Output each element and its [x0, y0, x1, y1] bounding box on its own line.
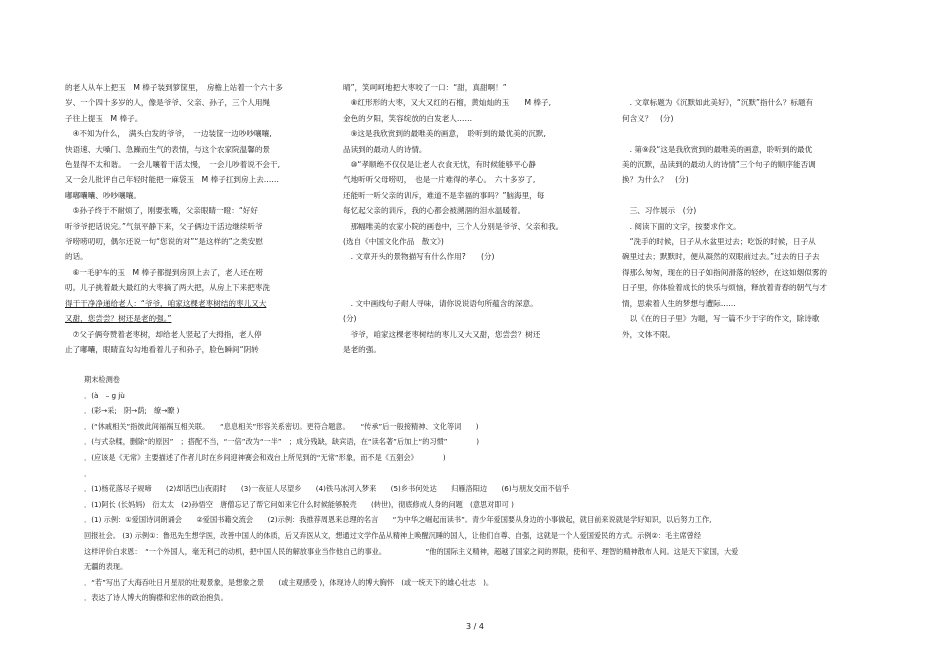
answer-line: ．(1)杨花落尽子规啼 (2)却话巴山夜雨时 (3)一夜征人尽望乡 (4)铁马冰河入梦来 (5)乡书何处达 归雁洛阳边 (6)与朋友交而不信乎 [84, 484, 570, 494]
text-line: 又一会儿批评自己年轻时能把一麻袋玉 M 棒子扛到房上去…… [65, 175, 279, 185]
text-line: ⑤孙子终于不耐烦了，刚要张嘴，父亲眼睛一瞪：“好好 [65, 206, 258, 216]
underlined-sentence: 得干干净净递给老人：“爷爷，咱家这棵老枣树结的枣儿又大 [65, 298, 267, 308]
answer-line: ．(à – g jù [84, 390, 125, 400]
question: . 文章开头的景物描写有什么作用? (分) [343, 252, 495, 262]
text-line: 的老人从车上把玉 M 棒子装到箩筐里， 房檐上站着一个六十多 [65, 83, 283, 92]
answer-line: ．表达了诗人博大的胸襟和宏伟的政治抱负。 [84, 593, 228, 603]
text-line: 嘟嘟囔囔、吵吵嚷嚷。 [65, 190, 141, 200]
question: . 阅读下面的文字，按要求作文。 [622, 221, 741, 231]
answer-line: ．(1) 示例：①爱国诗词朗诵会 ②爱国书籍交流会 (2)示例：我推荐周恩来总理的名言 “为中华之崛起而读书”。青少年爱国要从身边的小事做起，就目前来说就是学好知识，以后努力工作, [84, 515, 712, 525]
quoted-sentence: 爷爷，咱家这棵老枣树结的枣儿又大又甜，您尝尝？树还 [343, 329, 541, 339]
text-line: ⑥一毛驴车的玉 M 棒子都提到房顶上去了，老人还在唠 [65, 267, 264, 277]
answer-line: ． [84, 468, 92, 478]
text-line: ⑨这是我欣赏到的最唯美的画意， 聆听到的最优美的沉默, [343, 129, 546, 139]
text-line: ④不知为什么， 满头白发的爷爷， 一边装筐一边吵吵嚷嚷, [65, 129, 272, 139]
question: . 文中画线句子耐人寻味，请你说说语句所蕴含的深意。 [343, 298, 538, 308]
page-number: 3 / 4 [466, 622, 484, 631]
prompt-text: 得那么匆匆，现在的日子如指间滑落的轻纱，在这如烟似雾的 [622, 267, 828, 277]
section-heading: 三、习作展示 (分) [622, 206, 697, 216]
text-line: 听爷爷把话说完。”气氛平静下来，父子俩边干活边继续听爷 [65, 221, 263, 231]
answer-space [343, 280, 615, 295]
underlined-sentence: 又甜，您尝尝？树还是老的强。” [65, 314, 172, 324]
prompt-text: 以《在的日子里》为题，写一篇不少于字的作文，除诗歌 [622, 314, 820, 324]
question: 何含义？ (分) [622, 113, 674, 123]
answer-key-section [84, 372, 884, 606]
answer-line: 这样评价白求恩： “一个外国人，毫无利己的动机，把中国人民的解放事业当作他自己的事业。 ”他的国际主义精神，超越了国家之间的界限，使和平、理智的精神散布人间。这是天下家国，大爱 [84, 546, 739, 556]
answer-space [622, 188, 882, 203]
text-line: 色显得不太和谐。 一会儿嚷着干活太慢， 一会儿吵着说不会干, [65, 160, 281, 170]
text-line: 每忆起父亲的训斥，我的心都会被溯涸的泪水温暖着。 [343, 206, 526, 216]
text-line: 爷唠唠叨叨，偶尔还说一句“您说的对”“是这样的”之类安慰 [65, 237, 263, 247]
reading-column-left [65, 80, 330, 357]
question-score: (分) [343, 314, 357, 324]
text-line: ⑧红形形的大枣，又大又红的石榴，黄灿灿的玉 M 棒子, [343, 98, 552, 108]
answer-space [343, 265, 615, 280]
text-line: 的话。 [65, 252, 88, 262]
answer-line: 回报社会。 (3) 示例①：鲁迅先生想学医，改善中国人的体质，后又弃医从文，想通过文学作品从精神上唤醒沉睡的国人，让他们自尊、自强，这就是一个人爱国爱民的方式。示例②：毛主席曾经 [84, 530, 702, 540]
answer-line: ．(应该是《无常》主要描述了作者儿时在乡间迎神赛会和戏台上所见到的“无常”形象，而不是《五猖会》 ) [84, 452, 446, 462]
prompt-text: 外，文体不限。 [622, 329, 676, 339]
reading-column-right [622, 80, 882, 342]
question: . 第⑨段“这是我欣赏到的最唯美的画意，聆听到的最优 [622, 144, 813, 154]
text-line: 叨。儿子挑着最大最红的大枣摘了两大把，从房上下来把枣洗 [65, 283, 271, 293]
text-line: ⑦父子俩夸赞着老枣树，却给老人竖起了大拇指，老人停 [65, 329, 262, 339]
prompt-text: “洗手的时候，日子从水盆里过去；吃饭的时候，日子从 [622, 237, 816, 247]
answer-line: 无疆的表现。 [84, 562, 128, 572]
question: 换？为什么？ (分) [622, 175, 689, 185]
quoted-sentence: 是老的强。 [343, 344, 381, 354]
text-line: 品读到的最动人的诗情。 [343, 144, 427, 154]
answer-line: ．“若”写出了大海吞吐日月星辰的壮观景象，是想象之景 (或主观感受 )，体现诗人的博大胸怀 (或一统天下的雄心壮志 )。 [84, 577, 494, 587]
blank-line [622, 80, 882, 95]
text-line: 子往上提玉 M 棒子。 [65, 113, 143, 123]
prompt-text: 日子里，你体验着成长的快乐与烦恼，释放着青春的朝气与才 [622, 283, 828, 293]
text-line: 气地听听父母唠叨， 也是一片难得的孝心。 六十多岁了, [343, 175, 536, 185]
answer-line: ．(“休戚相关”指彼此间福祸互相关联。 “息息相关”形容关系密切。更符合题意。 “传承”后一般接精神、文化等词 ) [84, 421, 479, 431]
question: 美的沉默，品读到的最动人的诗情”三个句子的顺序能否调 [622, 160, 816, 170]
answer-space [622, 126, 882, 141]
text-line: 那幅唯美的农家小院的画卷中，三个人分别是爷爷、父亲和我。 [343, 221, 564, 231]
text-line: 还能听一听父亲的训斥，难道不是幸福的事吗？”脑海里，每 [343, 190, 545, 200]
question: . 文章标题为《沉默如此美好》，“沉默”指什么？标题有 [622, 98, 814, 108]
prompt-text: 碗里过去；默默时，便从凝然的双眼前过去。”过去的日子去 [622, 252, 820, 262]
text-line: 快语速、大嗓门、急躁而生气的表情，与这个农家院温馨的景 [65, 144, 271, 154]
answer-line: ．(彩→采; 阴→荫; 缭→瞭 ) [84, 406, 180, 416]
answer-line: ．(1)阿长 (长妈妈) 衍太太 (2)孙悟空 唐僧忘记了帮它问如来它什么时候能够脱壳 (转世)，彻底修成人身的问题 (意思对即可 ) [84, 499, 514, 509]
prompt-text: 情，思索着人生的梦想与遭际…… [622, 298, 736, 308]
text-line: 金色的夕阳，笑容绽放的白发老人…… [343, 113, 473, 123]
text-line: 止了嘟囔，眼睛直勾勾地看着儿子和孙子，脸色瞬间“阴转 [65, 344, 259, 354]
reading-column-middle [343, 80, 615, 357]
answer-line: ．(与式杂糅，删除“的原因” ；搭配不当，“一倍”改为“一半” ；成分残缺，缺宾语，在“读名著”后加上“的习惯” ) [84, 437, 480, 447]
text-line: 岁、一个四十多岁的人，像是爷爷、父亲、孙子，三个人用绳 [65, 98, 271, 108]
text-line: 晴”，笑呵呵地把大枣咬了一口：“甜，真甜啊！” [343, 83, 507, 92]
text-line: ⑩“孝顺绝不仅仅是让老人衣食无忧，有时候能够平心静 [343, 160, 536, 170]
source-note: (选自《中国文化作品 散文》) [343, 237, 444, 247]
answer-key-title: 期末检测卷 [84, 375, 120, 384]
